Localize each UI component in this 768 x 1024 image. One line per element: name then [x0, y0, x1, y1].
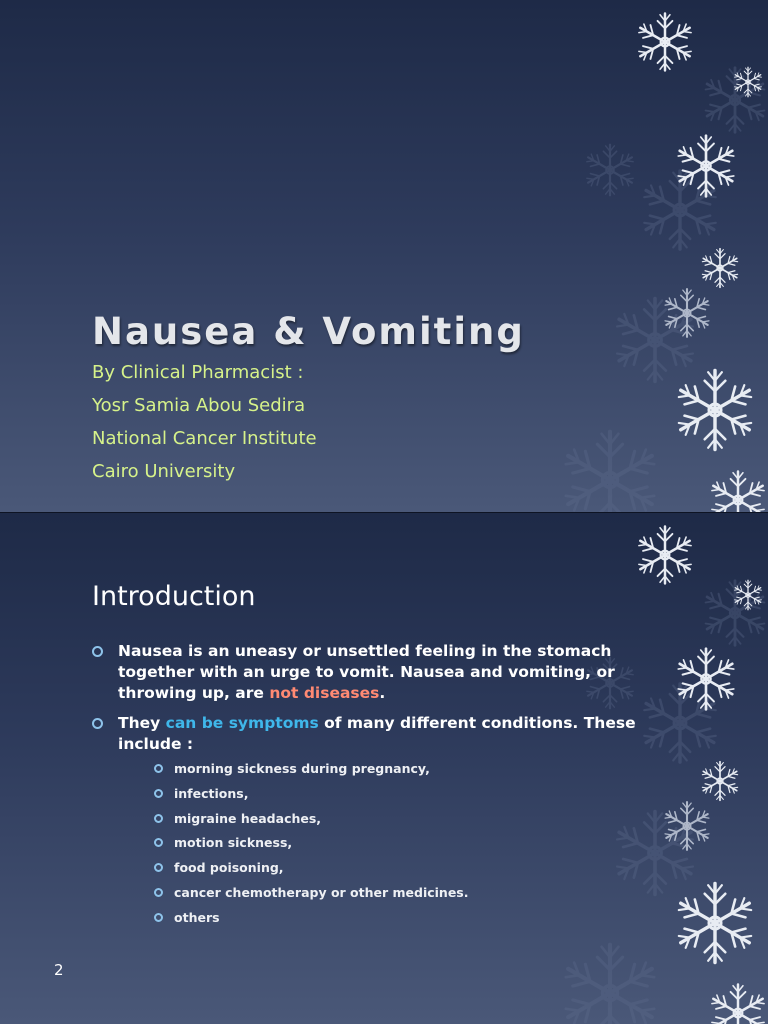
- author-line-university: Cairo University: [92, 461, 236, 482]
- slide-title: Introduction: [92, 581, 256, 612]
- list-item-text: food poisoning,: [174, 860, 284, 876]
- condition-list: [118, 759, 672, 933]
- bullet-text: .: [379, 684, 386, 702]
- snowflake-icon: [676, 883, 755, 962]
- list-item-text: motion sickness,: [174, 835, 293, 851]
- author-info: [92, 360, 317, 492]
- bullet-ring-icon: [92, 646, 103, 657]
- highlight-text: not diseases: [269, 684, 380, 702]
- highlight-text: can be symptoms: [165, 714, 319, 732]
- list-item: [118, 883, 672, 908]
- author-line-institute: National Cancer Institute: [92, 428, 317, 449]
- list-item: [118, 833, 672, 858]
- introduction-slide: [0, 512, 768, 1024]
- bullet-text: They: [118, 714, 166, 732]
- snowflake-icon: [710, 984, 767, 1024]
- list-item: [118, 784, 672, 809]
- list-item: [118, 858, 672, 883]
- slide-number: 2: [54, 961, 64, 979]
- bullet-ring-icon: [154, 863, 163, 872]
- bullet-ring-icon: [154, 913, 163, 922]
- snowflake-icon: [637, 526, 694, 583]
- list-item-text: cancer chemotherapy or other medicines.: [174, 884, 469, 900]
- list-item-text: morning sickness during pregnancy,: [174, 761, 430, 776]
- list-item-text: infections,: [174, 785, 249, 801]
- list-item-text: migraine headaches,: [174, 810, 322, 826]
- list-item: [118, 759, 672, 784]
- list-item-text: others: [174, 909, 220, 925]
- snowflake-icon: [676, 370, 755, 449]
- bullet-list: [92, 641, 672, 942]
- list-item: [118, 908, 672, 933]
- bullet-item: [92, 713, 672, 933]
- bullet-ring-icon: [154, 764, 163, 773]
- bullet-ring-icon: [154, 888, 163, 897]
- bullet-ring-icon: [154, 789, 163, 798]
- bullet-ring-icon: [154, 814, 163, 823]
- snowflake-icon: [701, 249, 740, 288]
- author-line-name: Yosr Samia Abou Sedira: [92, 395, 306, 416]
- bullet-ring-icon: [154, 838, 163, 847]
- list-item: [118, 809, 672, 834]
- bullet-text: Nausea is an uneasy or unsettled feeling in the stomach together with an urge to vomit. Nausea and vomiting, or throwing up, are: [118, 642, 615, 702]
- presentation-title: Nausea & Vomiting: [92, 310, 525, 353]
- author-line-role: By Clinical Pharmacist :: [92, 362, 304, 383]
- bullet-text: of many different conditions. These include :: [118, 714, 636, 753]
- snowflake-icon: [710, 471, 767, 512]
- bullet-ring-icon: [92, 718, 103, 729]
- snowflake-icon: [701, 762, 740, 801]
- snowflake-icon: [637, 13, 694, 70]
- bullet-item: [92, 641, 672, 704]
